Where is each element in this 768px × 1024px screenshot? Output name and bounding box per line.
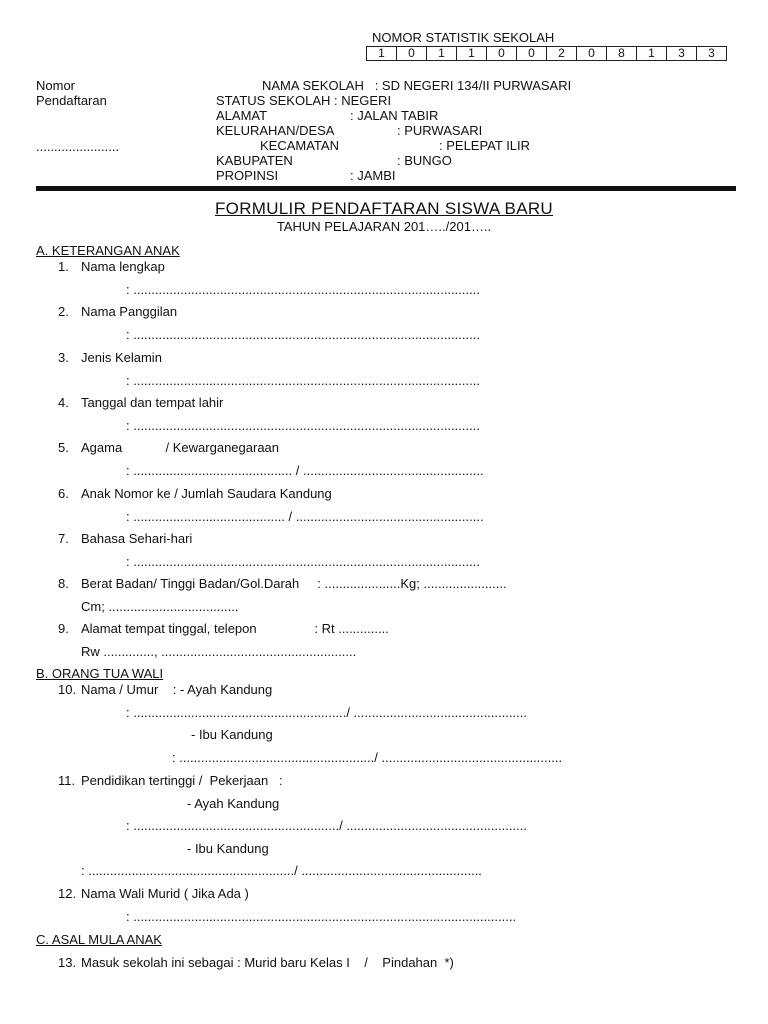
section-a-heading: A. KETERANGAN ANAK [36, 243, 180, 258]
nss-digit-cell: 3 [697, 47, 727, 61]
propinsi-label: PROPINSI [216, 168, 279, 183]
nss-digit-table [366, 46, 727, 61]
item-12-field[interactable]: : .......................................................................................................... [126, 909, 517, 924]
nomor-label: Nomor [36, 78, 76, 93]
item-fill-field[interactable]: : ................................................................................................ [126, 554, 480, 569]
alamat-value: : JALAN TABIR [350, 108, 439, 123]
item-number: 7. [58, 531, 69, 546]
item-label: Berat Badan/ Tinggi Badan/Gol.Darah : .....................Kg; ....................... [81, 576, 507, 591]
propinsi-value: : JAMBI [350, 168, 396, 183]
nss-digit-cell: 2 [547, 47, 577, 61]
item-fill-field[interactable]: : ................................................................................................ [126, 282, 480, 297]
form-title: FORMULIR PENDAFTARAN SISWA BARU [214, 199, 553, 218]
item-label: Alamat tempat tinggal, telepon : Rt .............. [81, 621, 389, 636]
nss-label: NOMOR STATISTIK SEKOLAH [372, 30, 555, 45]
item-number: 6. [58, 486, 69, 501]
form-subtitle: TAHUN PELAJARAN 201…../201….. [276, 219, 492, 234]
item-label: Bahasa Sehari-hari [81, 531, 193, 546]
nss-digit-cell: 8 [607, 47, 637, 61]
nss-digit-cell: 1 [457, 47, 487, 61]
item-number: 2. [58, 304, 69, 319]
item-fill-field[interactable]: Cm; .................................... [81, 599, 239, 614]
nss-digit-cell: 1 [637, 47, 667, 61]
section-b-heading: B. ORANG TUA WALI [36, 666, 164, 681]
nss-digit-cell: 0 [487, 47, 517, 61]
item-number: 4. [58, 395, 69, 410]
item-number: 9. [58, 621, 69, 636]
item-fill-field[interactable]: : .......................................... / .................................................... [126, 509, 484, 524]
item-10-ibu-label: - Ibu Kandung [191, 727, 273, 742]
item-fill-field[interactable]: : ................................................................................................ [126, 327, 480, 342]
item-11-ibu-field[interactable]: : ........................................................./ .................................................. [81, 863, 482, 878]
item-number: 3. [58, 350, 69, 365]
item-11-label: Pendidikan tertinggi / Pekerjaan : [81, 773, 283, 788]
item-label: Anak Nomor ke / Jumlah Saudara Kandung [81, 486, 332, 501]
item-12-number: 12. [58, 886, 77, 901]
item-10-label: Nama / Umur : - Ayah Kandung [81, 682, 273, 697]
item-number: 8. [58, 576, 69, 591]
item-12-label: Nama Wali Murid ( Jika Ada ) [81, 886, 249, 901]
item-number: 1. [58, 259, 69, 274]
item-13-number: 13. [58, 955, 77, 970]
nama-sekolah: NAMA SEKOLAH : SD NEGERI 134/II PURWASARI [262, 78, 572, 93]
nss-digit-cell: 1 [427, 47, 457, 61]
item-11-ayah-field[interactable]: : ........................................................./ .................................................. [126, 818, 527, 833]
item-fill-field[interactable]: : ................................................................................................ [126, 373, 480, 388]
nss-digit-cell: 0 [577, 47, 607, 61]
kecamatan-value: : PELEPAT ILIR [439, 138, 531, 153]
item-label: Tanggal dan tempat lahir [81, 395, 224, 410]
nomor-pendaftaran-field[interactable]: ....................... [36, 139, 120, 154]
item-fill-field[interactable]: Rw .............., ...................................................... [81, 644, 357, 659]
item-10-ayah-field[interactable]: : .........................................................../ ................................................ [126, 705, 527, 720]
kecamatan-label: KECAMATAN [260, 138, 339, 153]
nss-digit-cell: 1 [367, 47, 397, 61]
item-13-label: Masuk sekolah ini sebagai : Murid baru Kelas I / Pindahan *) [81, 955, 454, 970]
item-10-ibu-field[interactable]: : ....................................................../ .................................................. [172, 750, 563, 765]
kelurahan-label: KELURAHAN/DESA [216, 123, 335, 138]
status-sekolah: STATUS SEKOLAH : NEGERI [216, 93, 392, 108]
item-11-ayah-label: - Ayah Kandung [187, 796, 280, 811]
item-label: Nama Panggilan [81, 304, 178, 319]
item-label: Nama lengkap [81, 259, 165, 274]
item-fill-field[interactable]: : ............................................ / .................................................. [126, 463, 484, 478]
item-number: 5. [58, 440, 69, 455]
nss-digit-cell: 3 [667, 47, 697, 61]
item-11-ibu-label: - Ibu Kandung [187, 841, 269, 856]
item-10-number: 10. [58, 682, 77, 697]
kelurahan-value: : PURWASARI [397, 123, 483, 138]
kabupaten-value: : BUNGO [397, 153, 452, 168]
item-label: Agama / Kewarganegaraan [81, 440, 280, 455]
item-label: Jenis Kelamin [81, 350, 162, 365]
header-divider [36, 186, 736, 191]
item-fill-field[interactable]: : ................................................................................................ [126, 418, 480, 433]
nss-digit-cell: 0 [397, 47, 427, 61]
nss-digit-cell: 0 [517, 47, 547, 61]
kabupaten-label: KABUPATEN [216, 153, 293, 168]
alamat-label: ALAMAT [216, 108, 268, 123]
section-c-heading: C. ASAL MULA ANAK [36, 932, 162, 947]
pendaftaran-label: Pendaftaran [36, 93, 107, 108]
item-11-number: 11. [58, 773, 76, 788]
